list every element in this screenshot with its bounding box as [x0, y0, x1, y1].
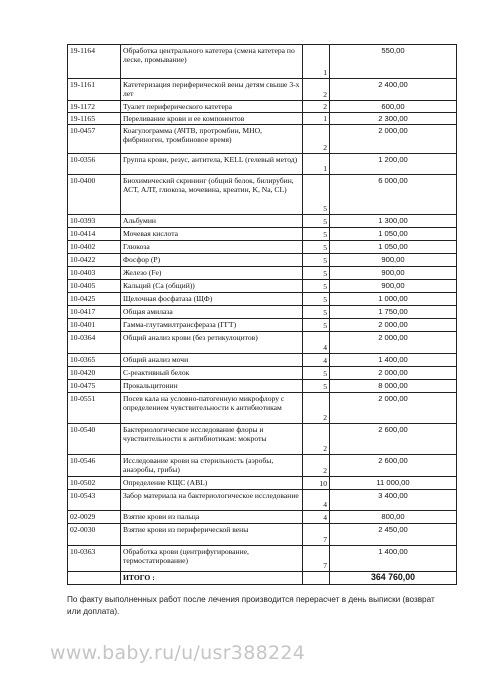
recalculation-note: По факту выполненных работ после лечения производится перерасчет в день выписки (возврат или доплата). — [67, 595, 435, 616]
row-service-name: Железо (Fe) — [121, 267, 303, 280]
row-price: 1 300,00 — [330, 215, 457, 228]
row-service-name: Альбумин — [121, 215, 303, 228]
row-code: 19-1165 — [68, 113, 121, 125]
row-code: 10-0546 — [68, 455, 121, 477]
table-row — [68, 380, 457, 393]
row-quantity: 1 — [303, 45, 330, 79]
row-price: 2 000,00 — [330, 332, 457, 354]
row-code: 10-0364 — [68, 332, 121, 354]
row-service-name: Посев кала на условно-патогенную микрофлору с определением чувствительности к антибиотикам — [121, 393, 303, 424]
row-service-name: Бактериологическое исследование флоры и чувствительности к антибиотикам: мокроты — [121, 424, 303, 455]
row-service-name: Кальций (Ca (общий)) — [121, 280, 303, 293]
row-service-name: Общий анализ крови (без ретикулоцитов) — [121, 332, 303, 354]
row-code: 10-0363 — [68, 546, 121, 572]
row-quantity: 5 — [303, 319, 330, 332]
row-price: 1 050,00 — [330, 228, 457, 241]
row-service-name: Общий анализ мочи — [121, 354, 303, 367]
row-quantity: 5 — [303, 215, 330, 228]
row-price: 2 600,00 — [330, 455, 457, 477]
table-row — [68, 228, 457, 241]
row-code: 10-0356 — [68, 154, 121, 175]
row-code: 19-1161 — [68, 79, 121, 101]
row-service-name: Щелочная фосфатаза (ЩФ) — [121, 293, 303, 306]
table-row — [68, 113, 457, 125]
row-code: 10-0551 — [68, 393, 121, 424]
price-table — [67, 44, 457, 585]
table-row — [68, 45, 457, 79]
row-service-name: С-реактивный белок — [121, 367, 303, 380]
row-service-name: Мочевая кислота — [121, 228, 303, 241]
row-price: 900,00 — [330, 280, 457, 293]
row-price: 2 000,00 — [330, 393, 457, 424]
table-row — [68, 424, 457, 455]
row-service-name: Группа крови, резус, антитела, KELL (гелевый метод) — [121, 154, 303, 175]
row-code: 10-0393 — [68, 215, 121, 228]
row-quantity: 4 — [303, 354, 330, 367]
table-row — [68, 79, 457, 101]
table-row — [68, 546, 457, 572]
row-price: 2 000,00 — [330, 125, 457, 154]
row-code: 02-0030 — [68, 524, 121, 546]
row-quantity: 2 — [303, 455, 330, 477]
row-code: 10-0457 — [68, 125, 121, 154]
row-service-name: Фосфор (P) — [121, 254, 303, 267]
table-row — [68, 319, 457, 332]
table-row — [68, 455, 457, 477]
row-quantity: 4 — [303, 511, 330, 524]
row-service-name: Обработка крови (центрифугирование, термостатирование) — [121, 546, 303, 572]
table-row — [68, 101, 457, 113]
price-table-body — [68, 45, 457, 585]
row-quantity: 4 — [303, 490, 330, 511]
row-service-name: Туалет периферического катетера — [121, 101, 303, 113]
row-price: 2 600,00 — [330, 424, 457, 455]
row-service-name: Обработка центрального катетера (смена катетера по леске, промывание) — [121, 45, 303, 79]
row-quantity: 5 — [303, 380, 330, 393]
row-service-name: Переливание крови и ее компонентов — [121, 113, 303, 125]
table-row — [68, 367, 457, 380]
row-price: 2 450,00 — [330, 524, 457, 546]
row-service-name: Биохимический скрининг (общий белок, билирубин, АСТ, АЛТ, глюкоза, мочевина, креатин, K, Na, CL) — [121, 175, 303, 215]
table-row — [68, 306, 457, 319]
row-price: 3 400,00 — [330, 490, 457, 511]
table-row — [68, 477, 457, 490]
row-service-name: Исследование крови на стерильность (аэробы, анаэробы, грибы) — [121, 455, 303, 477]
table-row — [68, 524, 457, 546]
row-quantity: 5 — [303, 241, 330, 254]
row-price: 1 000,00 — [330, 293, 457, 306]
row-quantity: 2 — [303, 424, 330, 455]
row-service-name: Общая амилаза — [121, 306, 303, 319]
row-quantity: 5 — [303, 280, 330, 293]
row-quantity: 1 — [303, 154, 330, 175]
row-quantity: 2 — [303, 101, 330, 113]
row-quantity: 10 — [303, 477, 330, 490]
row-price: 550,00 — [330, 45, 457, 79]
table-row — [68, 332, 457, 354]
row-price: 1 050,00 — [330, 241, 457, 254]
row-price: 600,00 — [330, 101, 457, 113]
row-code: 10-0543 — [68, 490, 121, 511]
row-code: 10-0400 — [68, 175, 121, 215]
row-price: 2 000,00 — [330, 319, 457, 332]
total-label: ИТОГО : — [121, 572, 303, 585]
row-price: 1 400,00 — [330, 546, 457, 572]
table-row — [68, 511, 457, 524]
row-service-name: Гамма-глутамилтрансфераза (ГГТ) — [121, 319, 303, 332]
row-service-name: Забор материала на бактериологическое исследование — [121, 490, 303, 511]
row-price: 800,00 — [330, 511, 457, 524]
row-price: 8 000,00 — [330, 380, 457, 393]
row-service-name: Взятие крови из пальца — [121, 511, 303, 524]
row-code: 10-0417 — [68, 306, 121, 319]
table-row — [68, 125, 457, 154]
row-quantity: 2 — [303, 393, 330, 424]
total-row — [68, 572, 457, 585]
row-code: 10-0540 — [68, 424, 121, 455]
table-row — [68, 354, 457, 367]
total-value: 364 760,00 — [330, 572, 457, 585]
row-quantity: 7 — [303, 524, 330, 546]
row-code: 10-0475 — [68, 380, 121, 393]
row-quantity: 4 — [303, 332, 330, 354]
table-row — [68, 490, 457, 511]
row-quantity: 2 — [303, 125, 330, 154]
table-row — [68, 241, 457, 254]
watermark: www.baby.ru/u/usr388224 — [50, 642, 306, 664]
row-code: 10-0420 — [68, 367, 121, 380]
row-service-name: Взятие крови из периферической вены — [121, 524, 303, 546]
row-price: 1 400,00 — [330, 354, 457, 367]
table-row — [68, 280, 457, 293]
row-price: 1 750,00 — [330, 306, 457, 319]
row-price: 900,00 — [330, 267, 457, 280]
row-service-name: Катетеризация периферической вены детям свыше 3-х лет — [121, 79, 303, 101]
row-code: 10-0425 — [68, 293, 121, 306]
row-quantity: 1 — [303, 113, 330, 125]
table-row — [68, 293, 457, 306]
row-price: 2 000,00 — [330, 367, 457, 380]
row-quantity: 5 — [303, 367, 330, 380]
row-code: 10-0365 — [68, 354, 121, 367]
row-quantity: 5 — [303, 306, 330, 319]
row-price: 2 400,00 — [330, 79, 457, 101]
row-quantity: 5 — [303, 293, 330, 306]
total-empty-cell — [303, 572, 330, 585]
row-quantity: 5 — [303, 254, 330, 267]
table-row — [68, 215, 457, 228]
row-code: 10-0401 — [68, 319, 121, 332]
row-quantity: 5 — [303, 228, 330, 241]
row-code: 10-0502 — [68, 477, 121, 490]
row-service-name: Определение КЩС (ABL) — [121, 477, 303, 490]
row-service-name: Коагулограмма (АЧТВ, протромбин, МНО, фибриноген, тромбиновое время) — [121, 125, 303, 154]
row-code: 10-0422 — [68, 254, 121, 267]
row-code: 02-0029 — [68, 511, 121, 524]
row-code: 19-1164 — [68, 45, 121, 79]
row-price: 1 200,00 — [330, 154, 457, 175]
table-row — [68, 267, 457, 280]
row-code: 10-0403 — [68, 267, 121, 280]
table-row — [68, 393, 457, 424]
row-price: 6 000,00 — [330, 175, 457, 215]
row-code: 19-1172 — [68, 101, 121, 113]
row-quantity: 2 — [303, 79, 330, 101]
row-price: 900,00 — [330, 254, 457, 267]
row-price: 11 000,00 — [330, 477, 457, 490]
table-row — [68, 175, 457, 215]
row-quantity: 5 — [303, 175, 330, 215]
row-code: 10-0402 — [68, 241, 121, 254]
row-code: 10-0414 — [68, 228, 121, 241]
row-code: 10-0405 — [68, 280, 121, 293]
row-service-name: Глюкоза — [121, 241, 303, 254]
row-quantity: 5 — [303, 267, 330, 280]
row-price: 2 300,00 — [330, 113, 457, 125]
table-row — [68, 154, 457, 175]
row-quantity: 7 — [303, 546, 330, 572]
row-service-name: Прокальцитонин — [121, 380, 303, 393]
total-empty-cell — [68, 572, 121, 585]
table-row — [68, 254, 457, 267]
